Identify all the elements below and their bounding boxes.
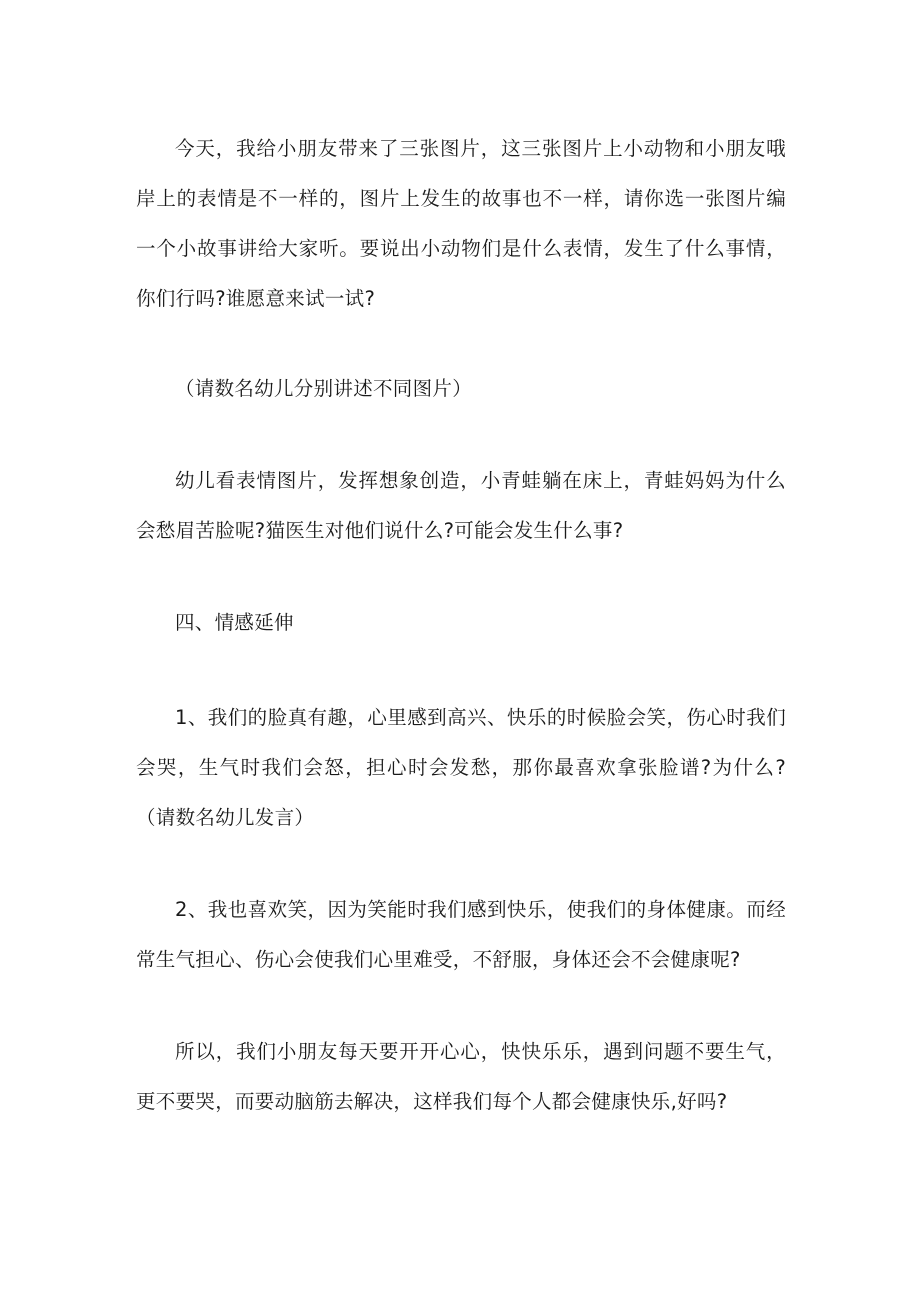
paragraph-item-1-faces: 1、我们的脸真有趣，心里感到高兴、快乐的时候脸会笑，伤心时我们会哭，生气时我们会怒，担心时会发愁，那你最喜欢拿张脸谱?为什么?（请数名幼儿发言） (136, 706, 786, 829)
paragraph-item-2-laughing: 2、我也喜欢笑，因为笑能时我们感到快乐，使我们的身体健康。而经常生气担心、伤心会使我们心里难受，不舒服，身体还会不会健康呢? (136, 898, 786, 971)
paragraph-conclusion: 所以，我们小朋友每天要开开心心，快快乐乐，遇到问题不要生气，更不要哭，而要动脑筋去解决，这样我们每个人都会健康快乐,好吗? (136, 1040, 786, 1113)
section-heading-emotional-extension: 四、情感延伸 (175, 611, 294, 634)
paragraph-children-narrate: （请数名幼儿分别讲述不同图片） (175, 377, 473, 400)
paragraph-imagine-frog-story: 幼儿看表情图片，发挥想象创造，小青蛙躺在床上，青蛙妈妈为什么会愁眉苦脸呢?猫医生对他们说什么?可能会发生什么事? (136, 469, 786, 542)
paragraph-picture-story-intro: 今天，我给小朋友带来了三张图片，这三张图片上小动物和小朋友哦岸上的表情是不一样的，图片上发生的故事也不一样，请你选一张图片编一个小故事讲给大家听。要说出小动物们是什么表情，发生了什么事情，你们行吗?谁愿意来试一试? (136, 137, 786, 310)
